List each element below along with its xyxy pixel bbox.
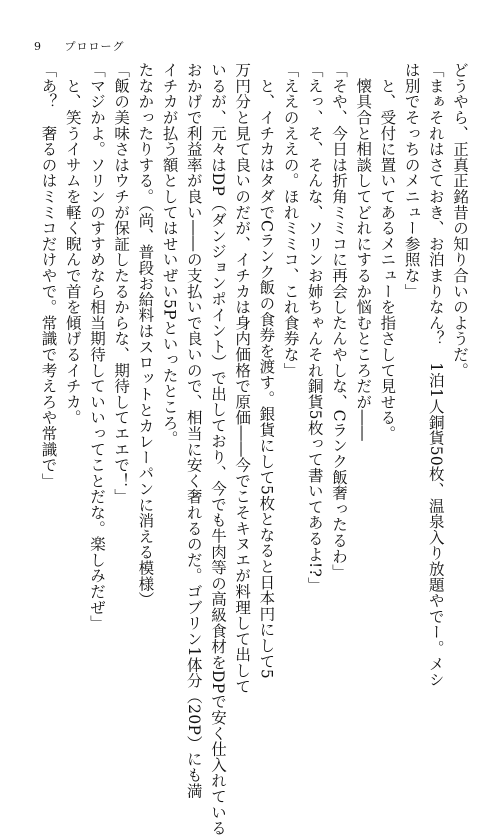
text-line: いるが、元々はDP（ダンジョンポイント）で出しており、今でも牛肉等の高級食材をDPで安く仕入れている	[208, 62, 227, 836]
text-line: と、イチカはタダでCランク飯の食券を渡す。銀貨にして5枚となると日本円にして5	[257, 62, 276, 680]
text-line: 懐具合と相談してどれにするか悩むところだが――	[354, 62, 373, 442]
text-line: 「あ？ 奢るのはミミコだけやで。常識で考えろや常識で」	[39, 62, 58, 489]
text-line: は別でそっちのメニュー参照な」	[402, 62, 421, 299]
text-line: 「ええのええの。ほれミミコ、これ食券な」	[281, 62, 300, 378]
text-line: と、笑うイサムを軽く睨んで首を傾げるイチカ。	[63, 62, 82, 426]
text-line: 「えっ、そ、そんな、ソリンお姉ちゃんそれ銅貨5枚って書いてあるよ!?」	[305, 62, 324, 593]
text-line: どうやら、正真正銘昔の知り合いのようだ。	[451, 62, 469, 378]
text-line: 「飯の美味さはウチが保証したるからな、期待してエエで！」	[112, 62, 131, 505]
text-line: 「まぁそれはさておき、お泊まりなん？ 1泊1人銅貨50枚、温泉入り放題やでー。メシ	[426, 62, 445, 688]
text-line: 「マジかよ。ソリンのすすめなら相当期待していいってことだな。楽しみだぜ」	[87, 62, 106, 631]
text-line: イチカが払う額としてはせいぜい5Pといったところ。	[160, 62, 179, 447]
text-line: おかげで利益率が良い――の支払いで良いので、相当に安く奢れるのだ。ゴブリン1体分（20P）にも満	[184, 62, 203, 799]
vertical-body-text	[36, 62, 472, 836]
text-line: たなかったりする。（尚、普段お給料はスロットとカレーパンに消える模様）	[136, 62, 155, 608]
text-line: 「そや、今日は折角ミミコに再会したんやしな、Cランク飯奢ったるわ」	[329, 62, 348, 580]
text-line: 万円分と見て良いのだが、イチカは身内価格で原価――今でこそキヌエが料理して出して	[233, 62, 252, 694]
running-header	[34, 38, 125, 54]
text-line: と、受付に置いてあるメニューを指さして見せる。	[378, 62, 397, 442]
page-number: 9	[34, 40, 42, 53]
chapter-title: プロローグ	[64, 40, 125, 53]
